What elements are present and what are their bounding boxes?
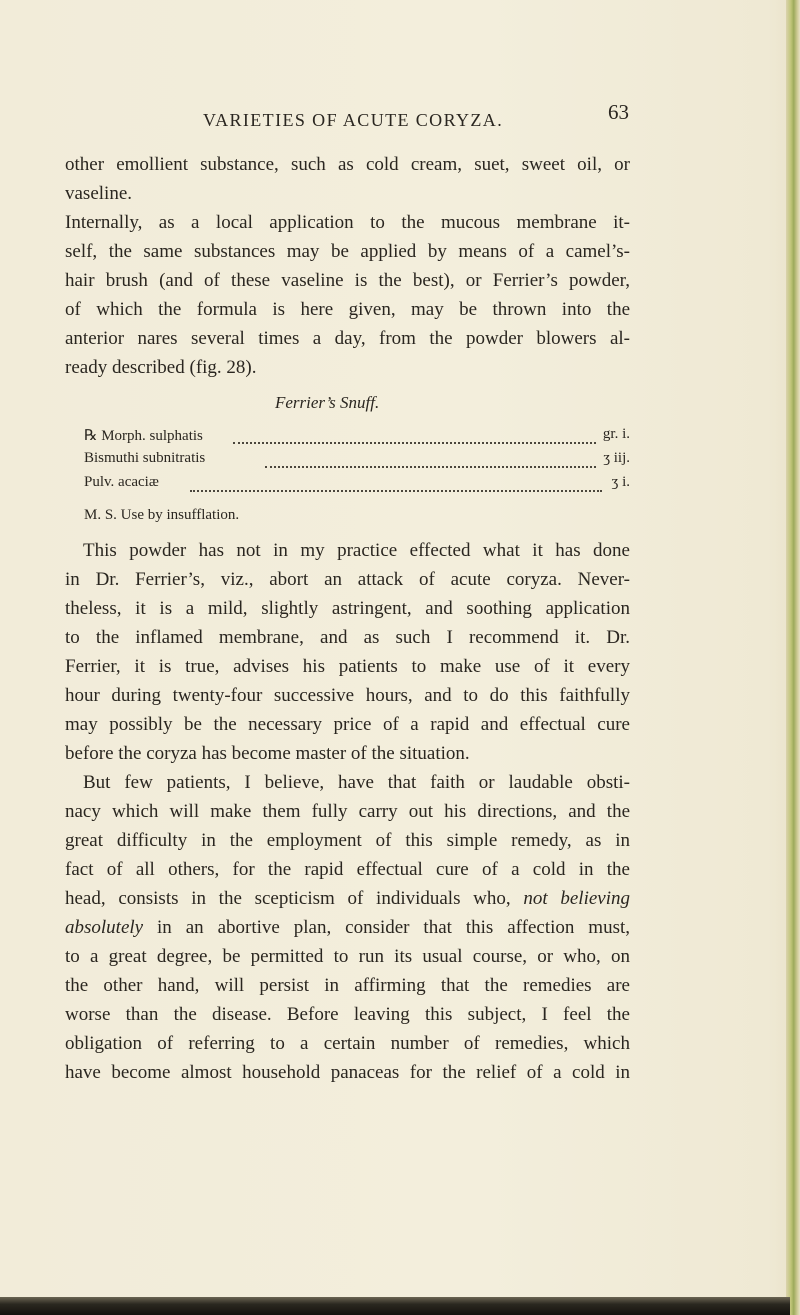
text-line: fact of all others, for the rapid effectual cure of a cold in the [65,859,630,880]
text-line: to a great degree, be permitted to run its usual course, or who, on [65,946,630,967]
page-number: 63 [608,100,629,124]
text-line: Ferrier, it is true, advises his patients to make use of it every [65,656,630,677]
text-line: the other hand, will persist in affirming that the remedies are [65,975,630,996]
page-header [0,100,800,136]
text-line: hour during twenty-four successive hours, and to do this faithfully [65,685,630,706]
formula-signature: M. S. Use by insufflation. [84,507,240,523]
text-line: But few patients, I believe, have that faith or laudable obsti- [83,772,630,793]
text-line: other emollient substance, such as cold cream, suet, sweet oil, or [65,154,630,175]
dot-leader [233,426,596,444]
text-line [65,884,630,913]
formula-title: Ferrier’s Snuff. [275,393,380,412]
text-line: hair brush (and of these vaseline is the best), or Ferrier’s powder, [65,270,630,291]
text-line: nacy which will make them fully carry out his directions, and the [65,801,630,822]
formula-item-dose: ʒ iij. [603,450,630,466]
body-text-top [65,150,630,382]
formula-item [65,426,630,450]
text-line: anterior nares several times a day, from the powder blowers al- [65,328,630,349]
formula-item-name: ℞ Morph. sulphatis [84,428,203,444]
text-line: may possibly be the necessary price of a rapid and effectual cure [65,714,630,735]
text-segment: head, consists in the scepticism of individuals who, [65,888,524,909]
running-head: VARIETIES OF ACUTE CORYZA. [203,110,504,130]
italic-phrase: absolutely [65,917,144,938]
text-line: have become almost household panaceas for the relief of a cold in [65,1062,630,1083]
paragraph-2 [65,208,630,382]
text-line: worse than the disease. Before leaving this subject, I feel the [65,1004,630,1025]
page-edge-shadow [786,0,800,1315]
body-text-bottom [65,536,630,1087]
text-line: obligation of referring to a certain number of remedies, which [65,1033,630,1054]
dot-leader [265,450,596,468]
text-line: theless, it is a mild, slightly astringent, and soothing application [65,598,630,619]
formula-item-dose: ʒ i. [611,474,630,490]
text-line: great difficulty in the employment of this simple remedy, as in [65,830,630,851]
text-line: before the coryza has become master of the situation. [65,743,470,764]
formula-item [65,450,630,474]
text-line [65,913,630,942]
italic-phrase: not believing [523,888,630,909]
text-segment: in an abortive plan, consider that this affection must, [143,917,630,938]
paragraph-1 [65,150,630,208]
text-line: This powder has not in my practice effected what it has done [83,540,630,561]
paragraph-3 [65,536,630,768]
text-line: in Dr. Ferrier’s, viz., abort an attack of acute coryza. Never- [65,569,630,590]
text-line: to the inflamed membrane, and as such I recommend it. Dr. [65,627,630,648]
text-line: self, the same substances may be applied by means of a camel’s- [65,241,630,262]
formula-item-name: Bismuthi subnitratis [84,450,206,466]
paragraph-4 [65,768,630,1087]
dot-leader [190,474,602,492]
formula-item-dose: gr. i. [602,426,630,442]
text-line: of which the formula is here given, may be thrown into the [65,299,630,320]
page-bottom-edge [0,1297,790,1315]
text-line: vaseline. [65,183,133,204]
formula-item-name: Pulv. acaciæ [84,474,159,490]
formula-item [65,474,630,498]
text-line: Internally, as a local application to the mucous membrane it- [65,212,630,233]
text-line: ready described (fig. 28). [65,357,257,378]
